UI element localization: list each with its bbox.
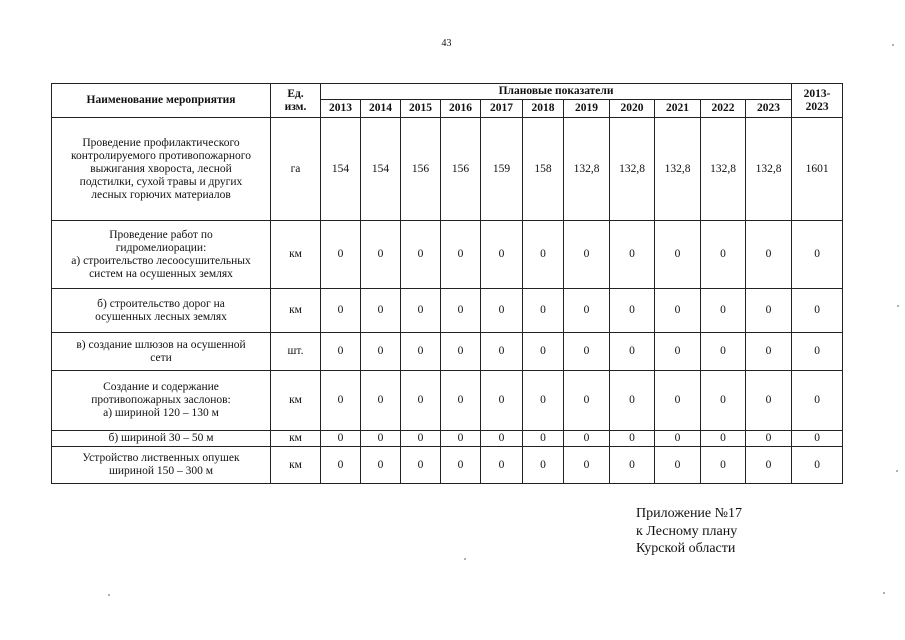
table-row (52, 333, 843, 371)
scan-speck (896, 470, 898, 472)
year-value-cell: 0 (441, 371, 481, 431)
year-value-cell: 0 (481, 333, 523, 371)
activity-name-cell (52, 289, 271, 333)
activity-name-cell (52, 371, 271, 431)
header-plan-indicators: Плановые показатели (321, 84, 792, 100)
year-value-cell: 0 (746, 333, 792, 371)
year-value-cell: 0 (321, 431, 361, 447)
header-year: 2013 (321, 100, 361, 118)
header-year: 2023 (746, 100, 792, 118)
activity-name-line: сети (150, 351, 172, 364)
year-value-cell: 0 (655, 447, 701, 484)
activity-name-line: Создание и содержание (103, 381, 219, 393)
year-value-cell: 0 (321, 289, 361, 333)
appendix-subtitle: к Лесному плану (636, 523, 738, 539)
header-year: 2019 (564, 100, 610, 118)
activity-name-line: а) строительство лесоосушительных (71, 254, 251, 267)
scan-speck (108, 594, 110, 596)
activity-name-line: выжигания хвороста, лесной (90, 162, 232, 175)
year-value-cell: 0 (655, 289, 701, 333)
year-value-cell: 0 (361, 431, 401, 447)
year-value-cell: 0 (523, 447, 564, 484)
year-value-cell: 0 (361, 333, 401, 371)
year-value-cell: 0 (701, 221, 746, 289)
year-value-cell: 0 (655, 431, 701, 447)
year-value-cell: 0 (481, 221, 523, 289)
year-value-cell: 132,8 (701, 118, 746, 221)
year-value-cell: 0 (746, 221, 792, 289)
year-value-cell: 0 (746, 371, 792, 431)
unit-cell: км (271, 371, 321, 431)
year-value-cell: 132,8 (746, 118, 792, 221)
year-value-cell: 0 (523, 221, 564, 289)
activity-name-line: лесных горючих материалов (91, 188, 231, 201)
header-unit-line2: изм. (284, 100, 307, 113)
activity-name-line: осушенных лесных землях (95, 310, 227, 323)
unit-cell: шт. (271, 333, 321, 371)
year-value-cell: 0 (655, 333, 701, 371)
table-row (52, 118, 843, 221)
activity-name-line: шириной 150 – 300 м (109, 465, 213, 477)
header-year: 2020 (610, 100, 655, 118)
year-value-cell: 0 (481, 289, 523, 333)
header-year: 2021 (655, 100, 701, 118)
activity-name-line: Устройство лиственных опушек (82, 452, 240, 464)
table-row (52, 447, 843, 484)
total-value-cell: 0 (792, 221, 843, 289)
year-value-cell: 0 (610, 221, 655, 289)
year-value-cell: 0 (321, 447, 361, 484)
year-value-cell: 0 (610, 289, 655, 333)
table-row (52, 221, 843, 289)
table-row (52, 431, 843, 447)
unit-cell: га (271, 118, 321, 221)
year-value-cell: 0 (481, 447, 523, 484)
plan-indicators-table (51, 83, 843, 484)
year-value-cell: 0 (523, 431, 564, 447)
year-value-cell: 0 (564, 371, 610, 431)
year-value-cell: 0 (401, 333, 441, 371)
year-value-cell: 159 (481, 118, 523, 221)
activity-name-cell (52, 118, 271, 221)
total-value-cell: 0 (792, 289, 843, 333)
year-value-cell: 0 (361, 371, 401, 431)
unit-cell: км (271, 431, 321, 447)
header-year: 2017 (481, 100, 523, 118)
year-value-cell: 0 (401, 431, 441, 447)
year-value-cell: 156 (401, 118, 441, 221)
activity-name-line: б) шириной 30 – 50 м (108, 432, 214, 444)
table-row (52, 289, 843, 333)
year-value-cell: 0 (701, 447, 746, 484)
header-total-line2: 2023 (805, 100, 829, 113)
year-value-cell: 0 (361, 289, 401, 333)
year-value-cell: 0 (321, 221, 361, 289)
year-value-cell: 0 (321, 371, 361, 431)
activity-name-cell (52, 333, 271, 371)
year-value-cell: 132,8 (655, 118, 701, 221)
year-value-cell: 0 (481, 431, 523, 447)
header-total (792, 84, 843, 118)
header-year: 2015 (401, 100, 441, 118)
scan-speck (892, 44, 894, 46)
year-value-cell: 0 (701, 333, 746, 371)
total-value-cell: 0 (792, 333, 843, 371)
year-value-cell: 0 (701, 289, 746, 333)
header-unit (271, 84, 321, 118)
year-value-cell: 0 (564, 221, 610, 289)
scan-speck (464, 558, 466, 560)
total-value-cell: 0 (792, 447, 843, 484)
year-value-cell: 0 (523, 333, 564, 371)
total-value-cell: 0 (792, 371, 843, 431)
year-value-cell: 0 (401, 447, 441, 484)
year-value-cell: 132,8 (564, 118, 610, 221)
activity-name-line: Проведение профилактического (82, 136, 240, 149)
year-value-cell: 0 (610, 447, 655, 484)
unit-cell: км (271, 221, 321, 289)
header-year: 2022 (701, 100, 746, 118)
activity-name-line: гидромелиорации: (115, 241, 207, 254)
total-value-cell: 1601 (792, 118, 843, 221)
header-name: Наименование мероприятия (52, 84, 271, 118)
header-total-line1: 2013- (803, 87, 831, 100)
activity-name-line: подстилки, сухой травы и других (79, 175, 243, 188)
year-value-cell: 0 (746, 289, 792, 333)
year-value-cell: 0 (701, 431, 746, 447)
activity-name-line: противопожарных заслонов: (91, 394, 231, 406)
activity-name-cell (52, 447, 271, 484)
year-value-cell: 0 (610, 431, 655, 447)
year-value-cell: 0 (655, 221, 701, 289)
year-value-cell: 0 (441, 289, 481, 333)
year-value-cell: 0 (610, 333, 655, 371)
appendix-title: Приложение №17 (636, 506, 742, 521)
year-value-cell: 0 (481, 371, 523, 431)
year-value-cell: 0 (564, 333, 610, 371)
year-value-cell: 0 (746, 431, 792, 447)
year-value-cell: 0 (441, 431, 481, 447)
page-number: 43 (441, 38, 452, 49)
year-value-cell: 154 (361, 118, 401, 221)
activity-name-line: контролируемого противопожарного (71, 149, 251, 162)
year-value-cell: 0 (701, 371, 746, 431)
activity-name-line: систем на осушенных землях (89, 267, 233, 280)
year-value-cell: 0 (655, 371, 701, 431)
year-value-cell: 0 (401, 289, 441, 333)
table-row (52, 371, 843, 431)
year-value-cell: 0 (441, 447, 481, 484)
activity-name-line: в) создание шлюзов на осушенной (76, 338, 246, 351)
appendix-caption (636, 505, 742, 558)
year-value-cell: 0 (564, 447, 610, 484)
year-value-cell: 0 (523, 289, 564, 333)
year-value-cell: 0 (610, 371, 655, 431)
year-value-cell: 154 (321, 118, 361, 221)
scan-speck (883, 592, 885, 594)
year-value-cell: 0 (321, 333, 361, 371)
appendix-region: Курской области (636, 541, 736, 556)
year-value-cell: 156 (441, 118, 481, 221)
year-value-cell: 158 (523, 118, 564, 221)
scan-speck (897, 305, 899, 307)
activity-name-line: б) строительство дорог на (97, 297, 225, 310)
year-value-cell: 0 (401, 371, 441, 431)
year-value-cell: 0 (401, 221, 441, 289)
activity-name-line: Проведение работ по (109, 228, 213, 241)
activity-name-cell (52, 431, 271, 447)
header-year: 2018 (523, 100, 564, 118)
table-body (52, 118, 843, 484)
header-year: 2016 (441, 100, 481, 118)
year-value-cell: 0 (361, 221, 401, 289)
year-value-cell: 0 (441, 221, 481, 289)
year-value-cell: 0 (523, 371, 564, 431)
year-value-cell: 0 (361, 447, 401, 484)
unit-cell: км (271, 289, 321, 333)
year-value-cell: 0 (564, 431, 610, 447)
activity-name-line: а) шириной 120 – 130 м (103, 407, 219, 419)
year-value-cell: 0 (564, 289, 610, 333)
year-value-cell: 132,8 (610, 118, 655, 221)
activity-name-cell (52, 221, 271, 289)
total-value-cell: 0 (792, 431, 843, 447)
header-year: 2014 (361, 100, 401, 118)
year-value-cell: 0 (746, 447, 792, 484)
header-unit-line1: Ед. (287, 87, 304, 100)
year-value-cell: 0 (441, 333, 481, 371)
unit-cell: км (271, 447, 321, 484)
